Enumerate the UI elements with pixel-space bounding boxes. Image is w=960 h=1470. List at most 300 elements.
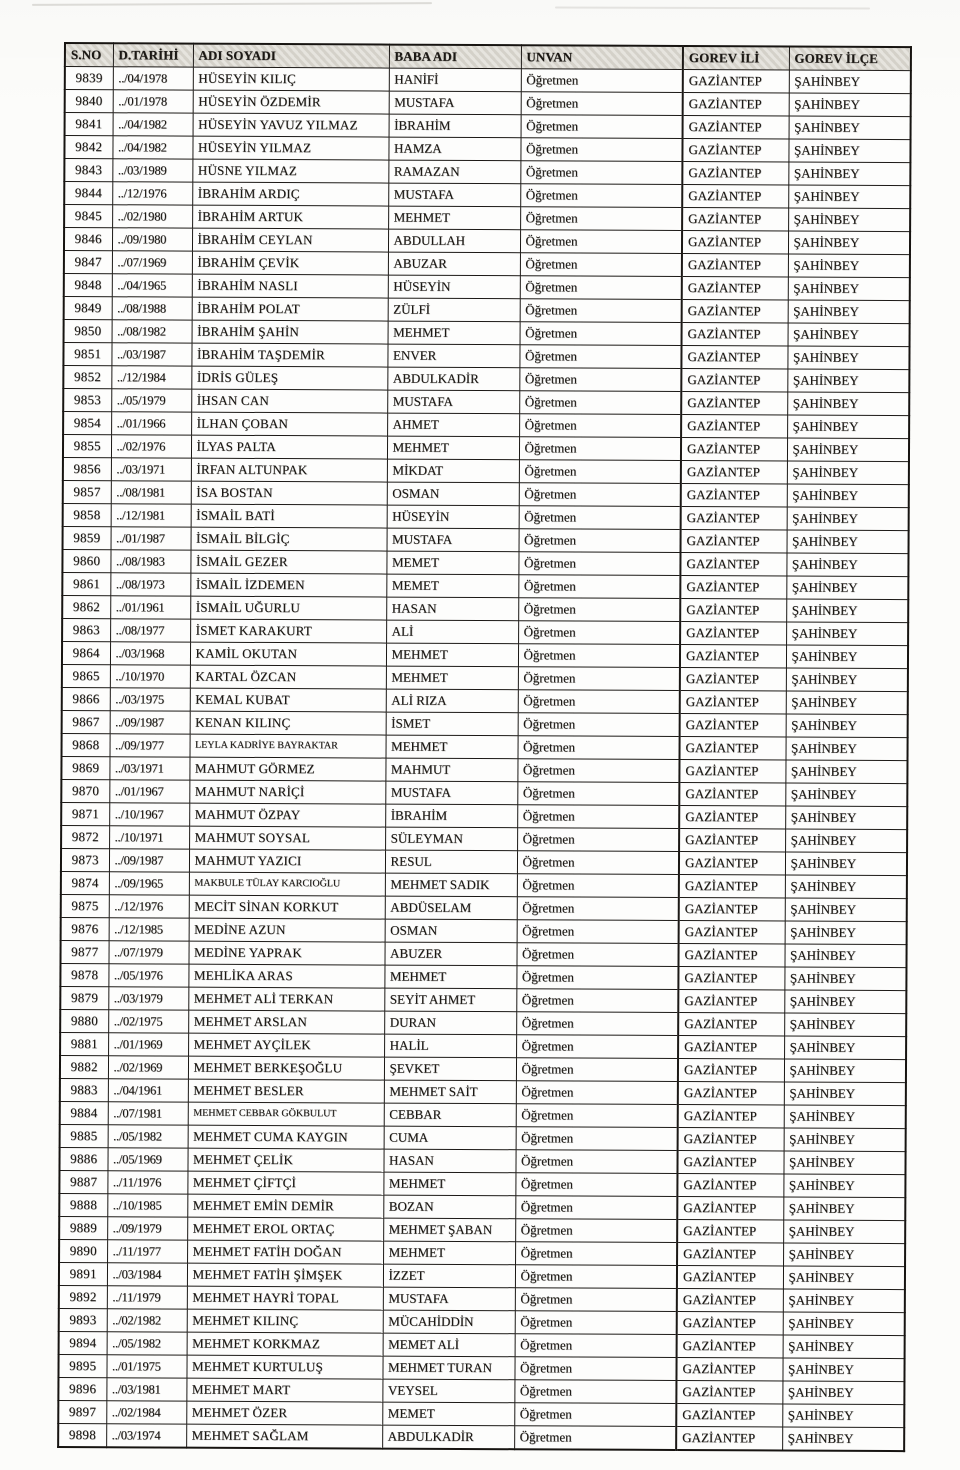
cell-father: ABDULLAH — [388, 229, 520, 253]
cell-district: ŞAHİNBEY — [788, 208, 910, 232]
cell-sno: 9850 — [64, 320, 112, 343]
cell-date: ../08/1983 — [110, 550, 190, 573]
cell-name: MEHMET EROL ORTAÇ — [187, 1217, 383, 1241]
cell-father: HALİL — [384, 1034, 516, 1058]
cell-province: GAZİANTEP — [679, 852, 785, 876]
scan-artifact-line — [555, 6, 870, 9]
cell-sno: 9869 — [61, 756, 109, 779]
cell-date: ../03/1984 — [107, 1263, 187, 1286]
cell-sno: 9879 — [60, 986, 108, 1009]
table-body — [58, 67, 911, 1452]
cell-date: ../12/1981 — [111, 504, 191, 527]
cell-father: ABDÜSELAM — [385, 896, 517, 920]
cell-date: ../01/1975 — [106, 1355, 186, 1378]
cell-province: GAZİANTEP — [679, 921, 785, 945]
cell-title: Öğretmen — [517, 920, 679, 944]
cell-district: ŞAHİNBEY — [787, 461, 909, 485]
cell-sno: 9865 — [62, 664, 110, 687]
cell-province: GAZİANTEP — [678, 990, 784, 1014]
cell-date: ../01/1967 — [109, 780, 189, 803]
cell-district: ŞAHİNBEY — [787, 346, 909, 370]
cell-father: MUSTAFA — [383, 1287, 515, 1311]
cell-date: ../03/1981 — [106, 1378, 186, 1401]
cell-province: GAZİANTEP — [681, 530, 787, 554]
cell-district: ŞAHİNBEY — [784, 1036, 906, 1060]
cell-sno: 9898 — [58, 1423, 106, 1447]
cell-father: MEHMET — [386, 666, 518, 690]
cell-title: Öğretmen — [518, 575, 680, 599]
cell-sno: 9845 — [64, 205, 112, 228]
cell-name: KAMİL OKUTAN — [190, 642, 386, 666]
cell-title: Öğretmen — [518, 598, 680, 622]
cell-title: Öğretmen — [516, 1104, 678, 1128]
cell-title: Öğretmen — [517, 897, 679, 921]
cell-district: ŞAHİNBEY — [783, 1243, 905, 1267]
cell-date: ../12/1985 — [109, 918, 189, 941]
cell-date: ../05/1982 — [108, 1125, 188, 1148]
cell-father: MEHMET — [388, 206, 520, 230]
cell-title: Öğretmen — [520, 161, 682, 185]
cell-title: Öğretmen — [519, 529, 681, 553]
cell-title: Öğretmen — [519, 506, 681, 530]
cell-date: ../05/1976 — [108, 964, 188, 987]
cell-father: OSMAN — [385, 919, 517, 943]
cell-sno: 9877 — [60, 940, 108, 963]
cell-title: Öğretmen — [516, 943, 678, 967]
cell-sno: 9840 — [65, 90, 113, 113]
cell-sno: 9866 — [62, 687, 110, 710]
cell-province: GAZİANTEP — [682, 185, 788, 209]
cell-father: HANİFİ — [389, 68, 521, 92]
cell-province: GAZİANTEP — [683, 116, 789, 140]
cell-father: MEHMET — [383, 1172, 515, 1196]
cell-name: MEHMET BESLER — [188, 1079, 384, 1103]
cell-name: MEHMET AYÇİLEK — [188, 1033, 384, 1057]
column-header-province: GOREV İLİ — [683, 46, 789, 70]
cell-province: GAZİANTEP — [680, 737, 786, 761]
cell-date: ../10/1971 — [109, 826, 189, 849]
cell-title: Öğretmen — [519, 483, 681, 507]
cell-name: MEHMET FATİH ŞİMŞEK — [187, 1263, 383, 1287]
cell-sno: 9867 — [62, 710, 110, 733]
table-sheet — [57, 42, 912, 1452]
cell-name: MEDİNE AZUN — [189, 918, 385, 942]
cell-name: MEHMET BERKEŞOĞLU — [188, 1056, 384, 1080]
cell-province: GAZİANTEP — [682, 277, 788, 301]
cell-title: Öğretmen — [516, 1127, 678, 1151]
cell-name: İBRAHİM ARTUK — [192, 205, 388, 229]
cell-title: Öğretmen — [515, 1242, 677, 1266]
cell-title: Öğretmen — [520, 207, 682, 231]
cell-province: GAZİANTEP — [682, 254, 788, 278]
cell-title: Öğretmen — [517, 874, 679, 898]
table-row — [58, 1423, 904, 1451]
cell-title: Öğretmen — [515, 1196, 677, 1220]
cell-sno: 9868 — [62, 733, 110, 756]
column-header-sno: S.NO — [65, 43, 113, 67]
cell-district: ŞAHİNBEY — [787, 507, 909, 531]
cell-name: İSMAİL BİLGİÇ — [191, 527, 387, 551]
cell-district: ŞAHİNBEY — [785, 760, 907, 784]
cell-name: MEHMET ÖZER — [186, 1401, 382, 1425]
cell-title: Öğretmen — [519, 414, 681, 438]
cell-district: ŞAHİNBEY — [782, 1358, 904, 1382]
cell-title: Öğretmen — [517, 828, 679, 852]
cell-name: İBRAHİM TAŞDEMİR — [191, 343, 387, 367]
cell-name: MEHMET FATİH DOĞAN — [187, 1240, 383, 1264]
cell-title: Öğretmen — [519, 437, 681, 461]
cell-district: ŞAHİNBEY — [783, 1174, 905, 1198]
cell-father: SEYİT AHMET — [384, 988, 516, 1012]
cell-district: ŞAHİNBEY — [786, 622, 908, 646]
cell-sno: 9853 — [63, 389, 111, 412]
cell-province: GAZİANTEP — [681, 507, 787, 531]
cell-date: ../02/1969 — [108, 1056, 188, 1079]
cell-province: GAZİANTEP — [680, 668, 786, 692]
cell-sno: 9886 — [59, 1147, 107, 1170]
cell-name: MEHMET ÇELİK — [187, 1148, 383, 1172]
cell-province: GAZİANTEP — [676, 1358, 782, 1382]
cell-province: GAZİANTEP — [680, 553, 786, 577]
cell-date: ../03/1987 — [111, 343, 191, 366]
cell-name: MEHMET CUMA KAYGIN — [188, 1125, 384, 1149]
cell-sno: 9893 — [59, 1308, 107, 1331]
cell-date: ../10/1970 — [110, 665, 190, 688]
cell-title: Öğretmen — [518, 621, 680, 645]
cell-district: ŞAHİNBEY — [785, 737, 907, 761]
cell-province: GAZİANTEP — [680, 622, 786, 646]
cell-father: İZZET — [383, 1264, 515, 1288]
cell-date: ../03/1974 — [106, 1424, 186, 1448]
cell-title: Öğretmen — [517, 805, 679, 829]
cell-father: MUSTAFA — [387, 390, 519, 414]
cell-district: ŞAHİNBEY — [786, 599, 908, 623]
cell-father: CEBBAR — [384, 1103, 516, 1127]
cell-province: GAZİANTEP — [681, 461, 787, 485]
cell-district: ŞAHİNBEY — [784, 990, 906, 1014]
cell-district: ŞAHİNBEY — [785, 783, 907, 807]
cell-father: BOZAN — [383, 1195, 515, 1219]
cell-province: GAZİANTEP — [679, 760, 785, 784]
cell-date: ../07/1981 — [108, 1102, 188, 1125]
cell-province: GAZİANTEP — [678, 1082, 784, 1106]
cell-title: Öğretmen — [515, 1311, 677, 1335]
cell-district: ŞAHİNBEY — [784, 1105, 906, 1129]
cell-father: MİKDAT — [387, 459, 519, 483]
cell-sno: 9882 — [60, 1055, 108, 1078]
cell-title: Öğretmen — [516, 1035, 678, 1059]
cell-district: ŞAHİNBEY — [785, 806, 907, 830]
cell-father: HÜSEYİN — [387, 505, 519, 529]
cell-sno: 9888 — [59, 1193, 107, 1216]
cell-province: GAZİANTEP — [682, 162, 788, 186]
cell-name: İSMAİL BATİ — [191, 504, 387, 528]
cell-district: ŞAHİNBEY — [789, 116, 911, 140]
cell-date: ../08/1988 — [112, 297, 192, 320]
cell-province: GAZİANTEP — [680, 714, 786, 738]
cell-name: MEHMET KILINÇ — [187, 1309, 383, 1333]
cell-name: İLYAS PALTA — [191, 435, 387, 459]
cell-title: Öğretmen — [519, 368, 681, 392]
cell-name: HÜSEYİN KILIÇ — [193, 67, 389, 91]
cell-title: Öğretmen — [516, 1012, 678, 1036]
cell-name: MAHMUT NARİÇİ — [189, 780, 385, 804]
cell-father: MEHMET — [386, 735, 518, 759]
column-header-title: UNVAN — [521, 45, 683, 69]
cell-date: ../04/1978 — [113, 67, 193, 90]
cell-title: Öğretmen — [517, 851, 679, 875]
cell-father: MEHMET — [384, 965, 516, 989]
cell-district: ŞAHİNBEY — [785, 921, 907, 945]
cell-sno: 9896 — [58, 1377, 106, 1400]
cell-name: İBRAHİM POLAT — [192, 297, 388, 321]
cell-name: MEHMET ALİ TERKAN — [188, 987, 384, 1011]
cell-province: GAZİANTEP — [677, 1243, 783, 1267]
cell-district: ŞAHİNBEY — [784, 1059, 906, 1083]
cell-father: RAMAZAN — [388, 160, 520, 184]
cell-name: HÜSEYİN ÖZDEMİR — [193, 90, 389, 114]
cell-name: MAHMUT ÖZPAY — [189, 803, 385, 827]
cell-title: Öğretmen — [515, 1334, 677, 1358]
cell-sno: 9844 — [64, 182, 112, 205]
cell-province: GAZİANTEP — [682, 300, 788, 324]
cell-name: MAKBULE TÜLAY KARCIOĞLU — [189, 872, 385, 896]
cell-district: ŞAHİNBEY — [783, 1220, 905, 1244]
cell-date: ../03/1971 — [109, 757, 189, 780]
cell-district: ŞAHİNBEY — [784, 1082, 906, 1106]
cell-father: MEHMET ŞABAN — [383, 1218, 515, 1242]
cell-father: ABUZER — [384, 942, 516, 966]
cell-name: MEHMET EMİN DEMİR — [187, 1194, 383, 1218]
cell-date: ../02/1975 — [108, 1010, 188, 1033]
cell-sno: 9880 — [60, 1009, 108, 1032]
cell-father: AHMET — [387, 413, 519, 437]
cell-name: İHSAN CAN — [191, 389, 387, 413]
cell-sno: 9849 — [64, 297, 112, 320]
scan-artifact-line — [32, 2, 432, 6]
cell-father: CUMA — [384, 1126, 516, 1150]
cell-title: Öğretmen — [516, 1058, 678, 1082]
cell-name: MEHMET KORKMAZ — [187, 1332, 383, 1356]
cell-father: MUSTAFA — [385, 781, 517, 805]
cell-district: ŞAHİNBEY — [786, 576, 908, 600]
cell-province: GAZİANTEP — [683, 70, 789, 94]
cell-name: HÜSEYİN YAVUZ YILMAZ — [193, 113, 389, 137]
cell-title: Öğretmen — [519, 345, 681, 369]
cell-province: GAZİANTEP — [679, 783, 785, 807]
cell-sno: 9883 — [60, 1078, 108, 1101]
cell-district: ŞAHİNBEY — [788, 300, 910, 324]
cell-province: GAZİANTEP — [677, 1335, 783, 1359]
cell-date: ../01/1961 — [110, 596, 190, 619]
cell-name: İBRAHİM NASLI — [192, 274, 388, 298]
cell-date: ../08/1973 — [110, 573, 190, 596]
cell-province: GAZİANTEP — [677, 1312, 783, 1336]
cell-sno: 9885 — [60, 1124, 108, 1147]
cell-name: İSMAİL İZDEMEN — [190, 573, 386, 597]
cell-name: İRFAN ALTUNPAK — [191, 458, 387, 482]
cell-sno: 9859 — [63, 526, 111, 549]
cell-date: ../10/1985 — [107, 1194, 187, 1217]
cell-name: LEYLA KADRİYE BAYRAKTAR — [190, 734, 386, 758]
cell-date: ../04/1982 — [112, 136, 192, 159]
cell-date: ../01/1987 — [111, 527, 191, 550]
cell-father: MUSTAFA — [389, 91, 521, 115]
cell-sno: 9864 — [62, 641, 110, 664]
cell-name: MEHMET MART — [186, 1378, 382, 1402]
cell-date: ../09/1987 — [110, 711, 190, 734]
cell-province: GAZİANTEP — [680, 645, 786, 669]
cell-district: ŞAHİNBEY — [787, 484, 909, 508]
cell-title: Öğretmen — [518, 644, 680, 668]
cell-province: GAZİANTEP — [677, 1289, 783, 1313]
cell-province: GAZİANTEP — [679, 898, 785, 922]
cell-district: ŞAHİNBEY — [786, 714, 908, 738]
cell-district: ŞAHİNBEY — [787, 369, 909, 393]
cell-sno: 9841 — [65, 113, 113, 136]
cell-date: ../03/1968 — [110, 642, 190, 665]
cell-province: GAZİANTEP — [681, 484, 787, 508]
cell-district: ŞAHİNBEY — [789, 70, 911, 94]
cell-father: İBRAHİM — [385, 804, 517, 828]
cell-date: ../09/1987 — [109, 849, 189, 872]
cell-father: HAMZA — [388, 137, 520, 161]
cell-district: ŞAHİNBEY — [783, 1335, 905, 1359]
cell-date: ../03/1989 — [112, 159, 192, 182]
cell-title: Öğretmen — [519, 460, 681, 484]
cell-name: MEHLİKA ARAS — [188, 964, 384, 988]
cell-province: GAZİANTEP — [678, 1105, 784, 1129]
cell-district: ŞAHİNBEY — [788, 254, 910, 278]
cell-sno: 9858 — [63, 503, 111, 526]
cell-date: ../01/1966 — [111, 412, 191, 435]
cell-date: ../02/1984 — [106, 1401, 186, 1424]
cell-sno: 9863 — [62, 618, 110, 641]
cell-title: Öğretmen — [514, 1380, 676, 1404]
cell-district: ŞAHİNBEY — [786, 668, 908, 692]
cell-father: HÜSEYİN — [388, 275, 520, 299]
cell-sno: 9874 — [61, 871, 109, 894]
cell-sno: 9854 — [63, 412, 111, 435]
cell-name: İSMAİL UĞURLU — [190, 596, 386, 620]
cell-district: ŞAHİNBEY — [788, 185, 910, 209]
cell-province: GAZİANTEP — [678, 944, 784, 968]
cell-name: İLHAN ÇOBAN — [191, 412, 387, 436]
cell-father: İBRAHİM — [389, 114, 521, 138]
cell-name: KEMAL KUBAT — [190, 688, 386, 712]
cell-sno: 9855 — [63, 435, 111, 458]
cell-title: Öğretmen — [518, 690, 680, 714]
cell-name: KARTAL ÖZCAN — [190, 665, 386, 689]
cell-sno: 9875 — [61, 894, 109, 917]
cell-date: ../04/1961 — [108, 1079, 188, 1102]
cell-date: ../04/1982 — [113, 113, 193, 136]
column-header-father: BABA ADI — [389, 45, 521, 69]
cell-district: ŞAHİNBEY — [782, 1427, 904, 1451]
cell-name: İBRAHİM ÇEVİK — [192, 251, 388, 275]
cell-province: GAZİANTEP — [681, 392, 787, 416]
cell-province: GAZİANTEP — [678, 1013, 784, 1037]
cell-district: ŞAHİNBEY — [784, 1128, 906, 1152]
cell-district: ŞAHİNBEY — [782, 1381, 904, 1405]
cell-province: GAZİANTEP — [682, 139, 788, 163]
cell-province: GAZİANTEP — [683, 93, 789, 117]
cell-district: ŞAHİNBEY — [788, 162, 910, 186]
cell-district: ŞAHİNBEY — [785, 875, 907, 899]
cell-district: ŞAHİNBEY — [784, 967, 906, 991]
cell-father: ALİ — [386, 620, 518, 644]
cell-title: Öğretmen — [516, 966, 678, 990]
cell-date: ../05/1969 — [107, 1148, 187, 1171]
cell-sno: 9887 — [59, 1170, 107, 1193]
cell-title: Öğretmen — [515, 1219, 677, 1243]
cell-father: MUSTAFA — [387, 528, 519, 552]
cell-father: ABDULKADİR — [382, 1425, 514, 1449]
cell-date: ../05/1979 — [111, 389, 191, 412]
cell-title: Öğretmen — [518, 736, 680, 760]
cell-province: GAZİANTEP — [682, 208, 788, 232]
cell-title: Öğretmen — [520, 230, 682, 254]
cell-name: KENAN KILINÇ — [190, 711, 386, 735]
cell-province: GAZİANTEP — [676, 1381, 782, 1405]
cell-province: GAZİANTEP — [679, 875, 785, 899]
cell-date: ../05/1982 — [107, 1332, 187, 1355]
cell-district: ŞAHİNBEY — [784, 944, 906, 968]
cell-province: GAZİANTEP — [680, 576, 786, 600]
cell-province: GAZİANTEP — [681, 438, 787, 462]
cell-date: ../08/1982 — [112, 320, 192, 343]
cell-father: ABUZAR — [388, 252, 520, 276]
cell-date: ../07/1979 — [108, 941, 188, 964]
cell-district: ŞAHİNBEY — [788, 231, 910, 255]
cell-name: MEHMET HAYRİ TOPAL — [187, 1286, 383, 1310]
cell-sno: 9876 — [61, 917, 109, 940]
cell-district: ŞAHİNBEY — [788, 139, 910, 163]
cell-father: VEYSEL — [382, 1379, 514, 1403]
cell-sno: 9846 — [64, 228, 112, 251]
cell-district: ŞAHİNBEY — [786, 645, 908, 669]
cell-title: Öğretmen — [520, 322, 682, 346]
cell-district: ŞAHİNBEY — [787, 438, 909, 462]
cell-father: MEHMET — [386, 643, 518, 667]
cell-title: Öğretmen — [519, 391, 681, 415]
cell-name: İDRİS GÜLEŞ — [191, 366, 387, 390]
cell-father: MÜCAHİDDİN — [383, 1310, 515, 1334]
cell-father: İSMET — [386, 712, 518, 736]
cell-father: OSMAN — [387, 482, 519, 506]
cell-province: GAZİANTEP — [681, 346, 787, 370]
cell-sno: 9897 — [58, 1400, 106, 1423]
cell-title: Öğretmen — [520, 138, 682, 162]
cell-province: GAZİANTEP — [676, 1427, 782, 1451]
cell-sno: 9847 — [64, 251, 112, 274]
cell-name: MEHMET CEBBAR GÖKBULUT — [188, 1102, 384, 1126]
cell-sno: 9848 — [64, 274, 112, 297]
cell-title: Öğretmen — [514, 1426, 676, 1450]
cell-date: ../08/1977 — [110, 619, 190, 642]
cell-father: MEMET — [382, 1402, 514, 1426]
cell-sno: 9889 — [59, 1216, 107, 1239]
column-header-date: D.TARİHİ — [113, 43, 193, 67]
cell-date: ../03/1975 — [110, 688, 190, 711]
cell-title: Öğretmen — [521, 115, 683, 139]
cell-title: Öğretmen — [515, 1150, 677, 1174]
cell-title: Öğretmen — [515, 1173, 677, 1197]
cell-father: ALİ RIZA — [386, 689, 518, 713]
cell-province: GAZİANTEP — [679, 829, 785, 853]
cell-name: HÜSEYİN YILMAZ — [192, 136, 388, 160]
cell-date: ../12/1976 — [109, 895, 189, 918]
